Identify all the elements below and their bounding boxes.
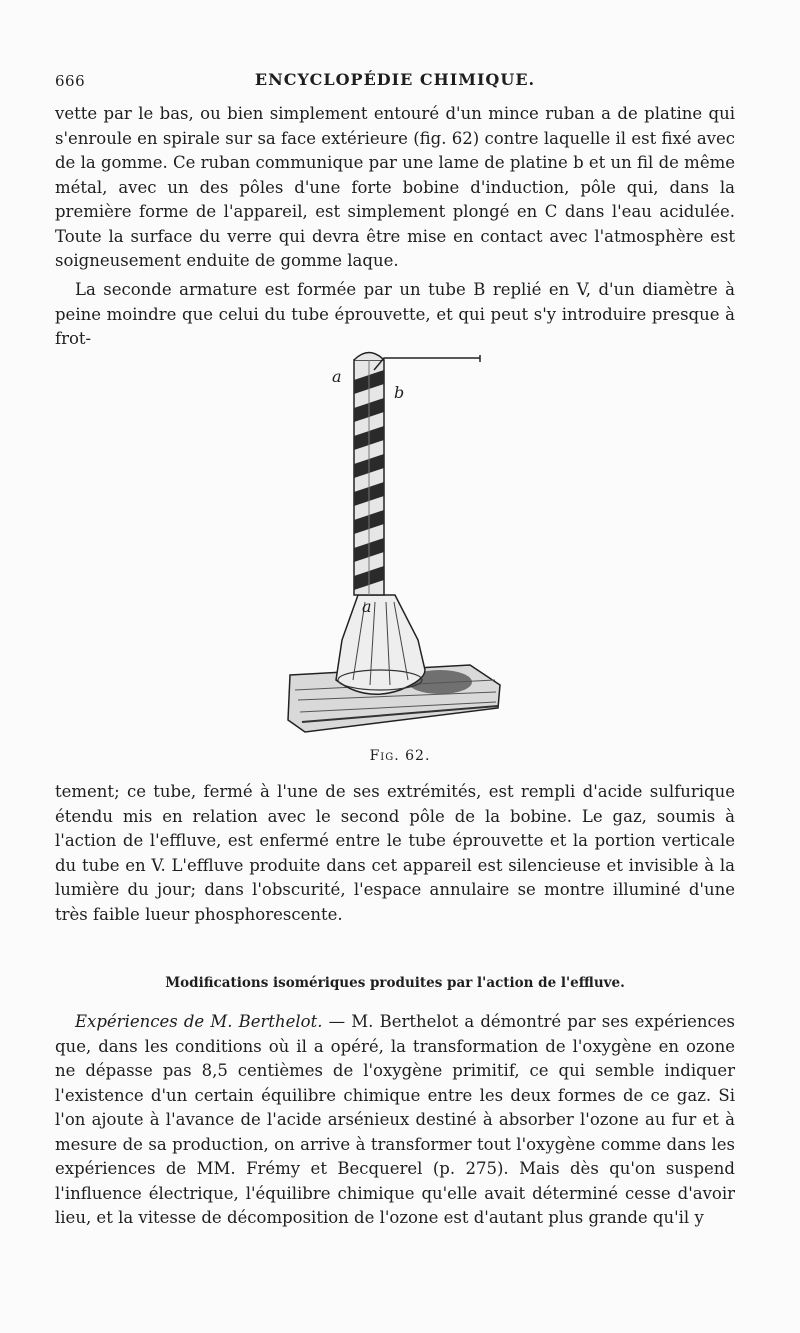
paragraph-2: La seconde armature est formée par un tube B replié en V, d'un diamètre à peine moindre que celui du tube éprouvette, et qui peut s'y introduire presque à frot- [55, 280, 735, 348]
paragraph-1: vette par le bas, ou bien simplement entouré d'un mince ruban a de platine qui s'enroule en spirale sur sa face extérieure (fig. 62) contre laquelle il est fixé avec de la gomme. Ce ruban communique par une lame de platine b et un fil de même métal, avec un des pôles d'une forte bobine d'induction, pôle qui, dans la première forme de l'appareil, est simplement plongé en C dans l'eau acidulée. Toute la surface du verre qui devra être mise en contact avec l'atmosphère est soigneusement enduite de gomme laque. [55, 104, 735, 270]
page-number: 666 [55, 72, 86, 90]
figure-62 [270, 340, 520, 740]
paragraph-4-text: — M. Berthelot a démontré par ses expériences que, dans les conditions où il a opéré, la transformation de l'oxygène en ozone ne dépasse pas 8,5 centièmes de l'oxygène primitif, ce qui semble indiquer l'existence d'un certain équilibre chimique entre les deux formes de ce gaz. Si l'on ajoute à l'avance de l'acide arsénieux destiné à absorber l'ozone au fur et à mesure de sa production, on arrive à transformer tout l'oxygène comme dans les expériences de MM. Frémy et Becquerel (p. 275). Mais dès qu'on suspend l'influence électrique, l'équilibre chimique qu'elle avait déterminé cesse d'avoir lieu, et la vitesse de décomposition de l'ozone est d'autant plus grande qu'il y [55, 1012, 735, 1227]
paragraph-4-lead: Expériences de M. Berthelot. [75, 1012, 323, 1031]
figure-caption: Fig. 62. [369, 748, 431, 764]
label-b: b [394, 383, 405, 402]
ozone-tube-illustration [270, 340, 520, 740]
paragraph-3: tement; ce tube, fermé à l'une de ses extrémités, est rempli d'acide sulfurique étendu mis en relation avec le second pôle de la bobine. Le gaz, soumis à l'action de l'effluve, est enfermé entre le tube éprouvette et la portion verticale du tube en V. L'effluve produite dans cet appareil est silencieuse et invisible à la lumière du jour; dans l'obscurité, l'espace annulaire se montre illuminé d'une très faible lueur phosphorescente. [55, 782, 735, 924]
running-title: ENCYCLOPÉDIE CHIMIQUE. [254, 70, 536, 89]
spiral-ribbon-tube [354, 353, 384, 596]
label-a-top: a [332, 367, 342, 386]
label-a-bottom: a [362, 597, 372, 616]
flask-bowl [336, 595, 425, 694]
paragraph-4 [55, 1010, 735, 1231]
platinum-wire [374, 358, 480, 370]
page-header [55, 70, 735, 94]
section-title: Modifications isomériques produites par l'action de l'effluve. [165, 975, 625, 991]
